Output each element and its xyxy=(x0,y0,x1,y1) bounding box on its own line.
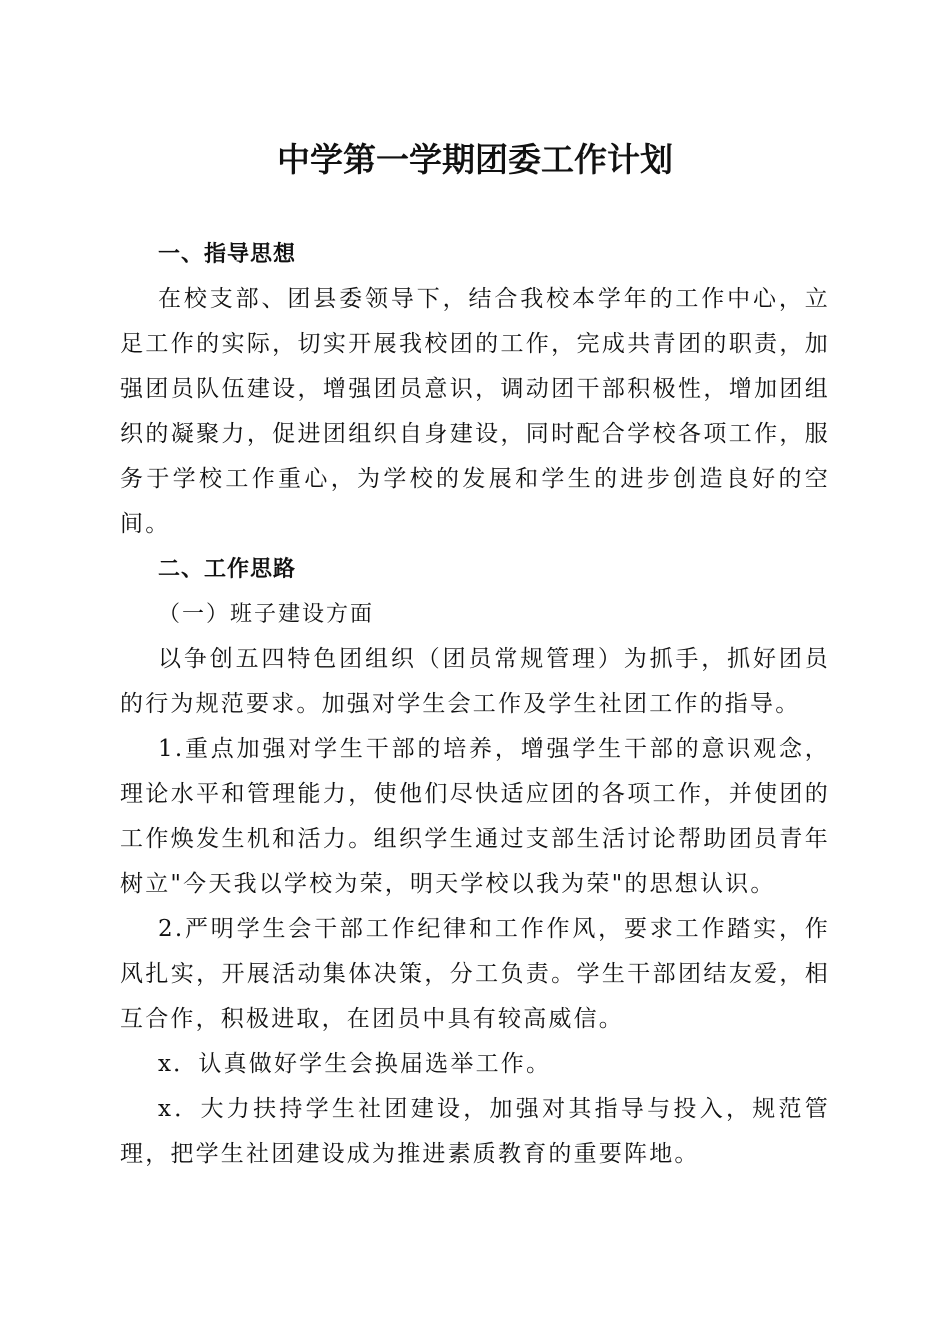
list-item: x．认真做好学生会换届选举工作。 xyxy=(158,1051,552,1077)
section-heading-guiding-ideology: 一、指导思想 xyxy=(158,242,297,267)
document-body xyxy=(120,232,830,1177)
section-heading-work-ideas: 二、工作思路 xyxy=(158,557,297,582)
document-title: 中学第一学期团委工作计划 xyxy=(277,140,673,179)
subsection-heading-team-building: （一）班子建设方面 xyxy=(158,602,375,627)
list-item: 1.重点加强对学生干部的培养，增强学生干部的意识观念，理论水平和管理能力，使他们尽快适应团的各项工作，并使团的工作焕发生机和活力。组织学生通过支部生活讨论帮助团员青年树立"今天我以学校为荣，明天学校以我为荣"的思想认识。 xyxy=(120,736,830,897)
guiding-ideology-paragraph: 在校支部、团县委领导下，结合我校本学年的工作中心，立足工作的实际，切实开展我校团的工作，完成共青团的职责，加强团员队伍建设，增强团员意识，调动团干部积极性，增加团组织的凝聚力，促进团组织自身建设，同时配合学校各项工作，服务于学校工作重心，为学校的发展和学生的进步创造良好的空间。 xyxy=(120,286,830,537)
list-item: 2.严明学生会干部工作纪律和工作作风，要求工作踏实，作风扎实，开展活动集体决策，分工负责。学生干部团结友爱，相互合作，积极进取，在团员中具有较高威信。 xyxy=(120,916,830,1032)
team-building-intro-paragraph: 以争创五四特色团组织（团员常规管理）为抓手，抓好团员的行为规范要求。加强对学生会工作及学生社团工作的指导。 xyxy=(120,646,830,717)
list-item: x．大力扶持学生社团建设，加强对其指导与投入，规范管理，把学生社团建设成为推进素质教育的重要阵地。 xyxy=(120,1096,830,1167)
